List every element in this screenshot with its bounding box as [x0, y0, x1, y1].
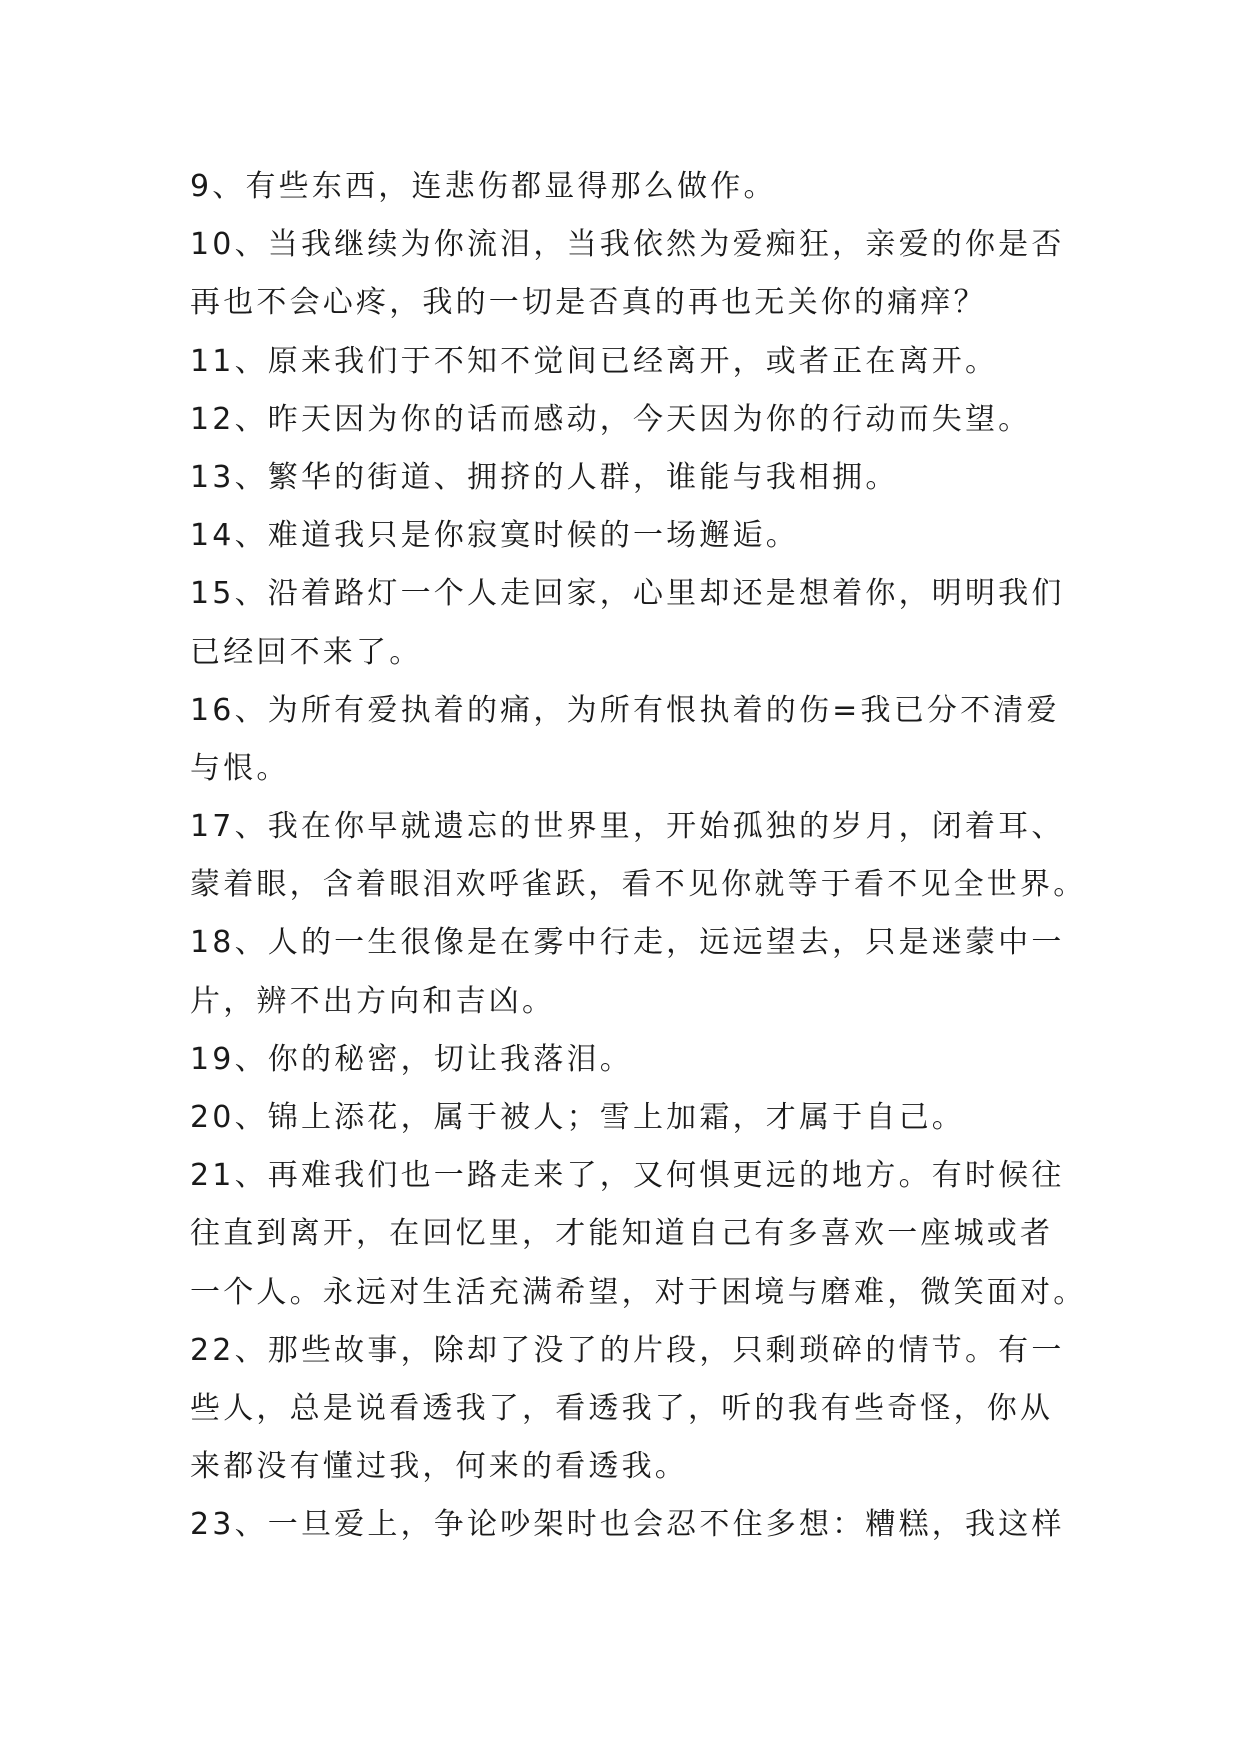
text-line: 往直到离开，在回忆里，才能知道自己有多喜欢一座城或者 [190, 1216, 1054, 1252]
text-line: 21、再难我们也一路走来了，又何惧更远的地方。有时候往 [190, 1158, 1065, 1194]
text-line: 些人，总是说看透我了，看透我了，听的我有些奇怪，你从 [190, 1390, 1054, 1426]
text-line: 9、有些东西，连悲伤都显得那么做作。 [190, 169, 777, 204]
text-line: 19、你的秘密，切让我落泪。 [190, 1041, 633, 1077]
text-line: 11、原来我们于不知不觉间已经离开，或者正在离开。 [190, 343, 999, 379]
text-line: 15、沿着路灯一个人走回家，心里却还是想着你，明明我们 [190, 576, 1065, 612]
text-line: 与恨。 [190, 750, 290, 786]
text-line: 13、繁华的街道、拥挤的人群，谁能与我相拥。 [190, 459, 899, 495]
text-line: 片，辨不出方向和吉凶。 [190, 983, 556, 1019]
text-line: 18、人的一生很像是在雾中行走，远远望去，只是迷蒙中一 [190, 925, 1065, 961]
text-line: 蒙着眼，含着眼泪欢呼雀跃，看不见你就等于看不见全世界。 [190, 867, 1087, 903]
text-line: 16、为所有爱执着的痛，为所有恨执着的伤=我已分不清爱 [190, 692, 1060, 728]
text-line: 23、一旦爱上，争论吵架时也会忍不住多想：糟糕，我这样 [190, 1507, 1065, 1543]
text-line: 一个人。永远对生活充满希望，对于困境与磨难，微笑面对。 [190, 1274, 1087, 1310]
text-line: 来都没有懂过我，何来的看透我。 [190, 1449, 688, 1485]
document-body [190, 158, 1087, 1555]
text-line: 17、我在你早就遗忘的世界里，开始孤独的岁月，闭着耳、 [190, 809, 1065, 845]
text-line: 22、那些故事，除却了没了的片段，只剩琐碎的情节。有一 [190, 1332, 1065, 1368]
text-line: 再也不会心疼，我的一切是否真的再也无关你的痛痒？ [190, 285, 987, 321]
text-line: 20、锦上添花，属于被人；雪上加霜，才属于自己。 [190, 1100, 965, 1135]
text-line: 12、昨天因为你的话而感动，今天因为你的行动而失望。 [190, 401, 1032, 437]
text-line: 已经回不来了。 [190, 634, 423, 670]
text-line: 14、难道我只是你寂寞时候的一场邂逅。 [190, 518, 799, 554]
text-line: 10、当我继续为你流泪，当我依然为爱痴狂，亲爱的你是否 [190, 227, 1065, 263]
